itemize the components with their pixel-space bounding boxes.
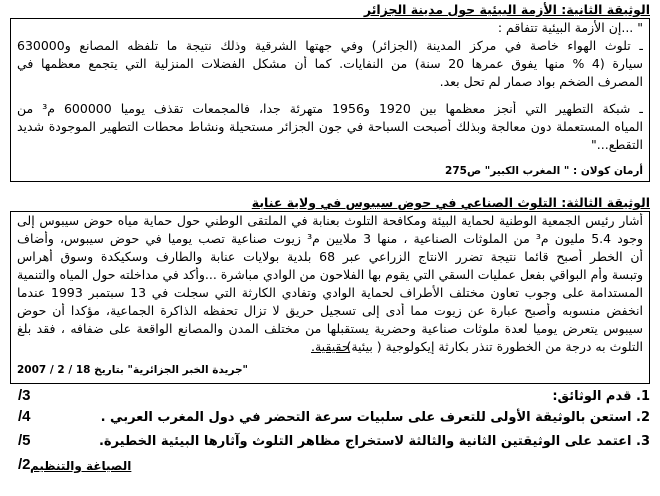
question-2-mark: /4 <box>18 408 31 425</box>
doc3-line: وجود 5.4 مليون م³ من الملوثات الصناعية ، منها 3 ملايين م³ زيوت صناعية تصب يوميا في حوض سيبوس، وأضاف <box>17 231 643 246</box>
doc3-line: انخفض منسوبه وأصبح عبارة عن زيوت مما أدى إلى تسجيل حريق لا تزال تحفظه الذاكرة الجماعية، مؤكدا أن حوض <box>17 303 643 318</box>
question-3-mark: /5 <box>18 432 31 449</box>
doc2-source: أرمان كولان : " المغرب الكبير" ص275 <box>445 165 643 177</box>
doc3-title: الوثيقة الثالثة: التلوث الصناعي في حوض سيبوس في ولاية عنابة <box>251 195 650 210</box>
doc2-line: التقطع..." <box>591 137 643 152</box>
formulation-label: الصياغة والتنظيم <box>30 459 132 473</box>
doc2-line: " ...إن الأزمة البيئية تتفاقم : <box>497 20 643 35</box>
doc3-line: أشار رئيس الجمعية الوطنية لحماية البيئة ومكافحة التلوث بعنابة في الملتقى الوطني حول حماية مياه حوض سيبوس إلى <box>17 213 643 228</box>
doc2-line: سيارة (4 % منها يفوق عمرها 20 سنة) من النفايات. كما أن مشكل الفضلات المنزلية التي يتجمع معظمها في <box>17 56 643 71</box>
doc3-line: وتبسة وأم البواقي بفعل عمليات السقي التي يقوم بها الفلاحون من الوادي مباشرة ...وأكد في مداخلته حول المياه والتنمية <box>17 267 643 282</box>
doc3-line: المستدامة على وجوب تعاون مختلف الأطراف لحماية الوادي وتفادي الكارثة التي سجلت في 13 سبتمبر 1993 عندما <box>17 285 643 300</box>
doc3-last-word-wrap <box>311 339 350 355</box>
question-3: 3. اعتمد على الوثيقتين الثانية والثالثة لاستخراج مظاهر التلوث وآثارها البيئية الخطيرة. <box>98 434 650 449</box>
doc3-box <box>10 211 650 384</box>
question-1-mark: /3 <box>18 387 31 404</box>
question-2: 2. استعن بالوثيقة الأولى للتعرف على سلبيات سرعة التحضر في دول المغرب العربي . <box>100 410 650 425</box>
doc2-line: ـ شبكة التطهير التي أنجز معظمها بين 1920 و1956 متهرئة جدا، فالمجمعات تقذف يوميا 600000 م³ من <box>17 101 643 116</box>
doc2-line: ـ تلوث الهواء خاصة في مركز المدينة (الجزائر) وفي جهتها الشرقية وذلك نتيجة ما تلفظه المصانع و630000 <box>17 38 643 53</box>
doc3-line: أن الخطر أصبح قائما نتيجة تضرر الانتاج الزراعي عبر 68 بلدية بولايات عنابة والطارف وسكيكدة وسوق أهراس <box>17 249 643 264</box>
doc2-line: المياه المستعملة دون معالجة وبذلك أصبحت السباحة في جون الجزائر مستحيلة ونشاط محطات التطهير الموجودة شديد <box>17 119 643 134</box>
doc2-box <box>10 18 650 182</box>
doc3-line: التلوث به درجة من الخطورة تنذر بكارثة إيكولوجية ( بيئية) <box>346 339 643 354</box>
doc3-last-word: حقيقية. <box>311 339 350 354</box>
doc3-line: سيبوس يتعرض يوميا لعدة ملوثات صناعية وحضرية يستقبلها من مختلف المدن والمصانع الواقعة على ضفافه ، فقد بلغ <box>17 321 643 336</box>
doc2-line: المصرف الضخم بواد صمار لم تحل بعد. <box>439 74 643 89</box>
formulation-mark: /2 <box>18 456 31 473</box>
doc2-title: الوثيقة الثانية: الأزمة البيئية حول مدينة الجزائر <box>363 2 650 17</box>
doc3-source: "جريدة الخبر الجزائرية" بتاريخ 18 / 2 / 2007 <box>17 364 249 376</box>
question-1: 1. قدم الوثائق: <box>552 389 650 404</box>
